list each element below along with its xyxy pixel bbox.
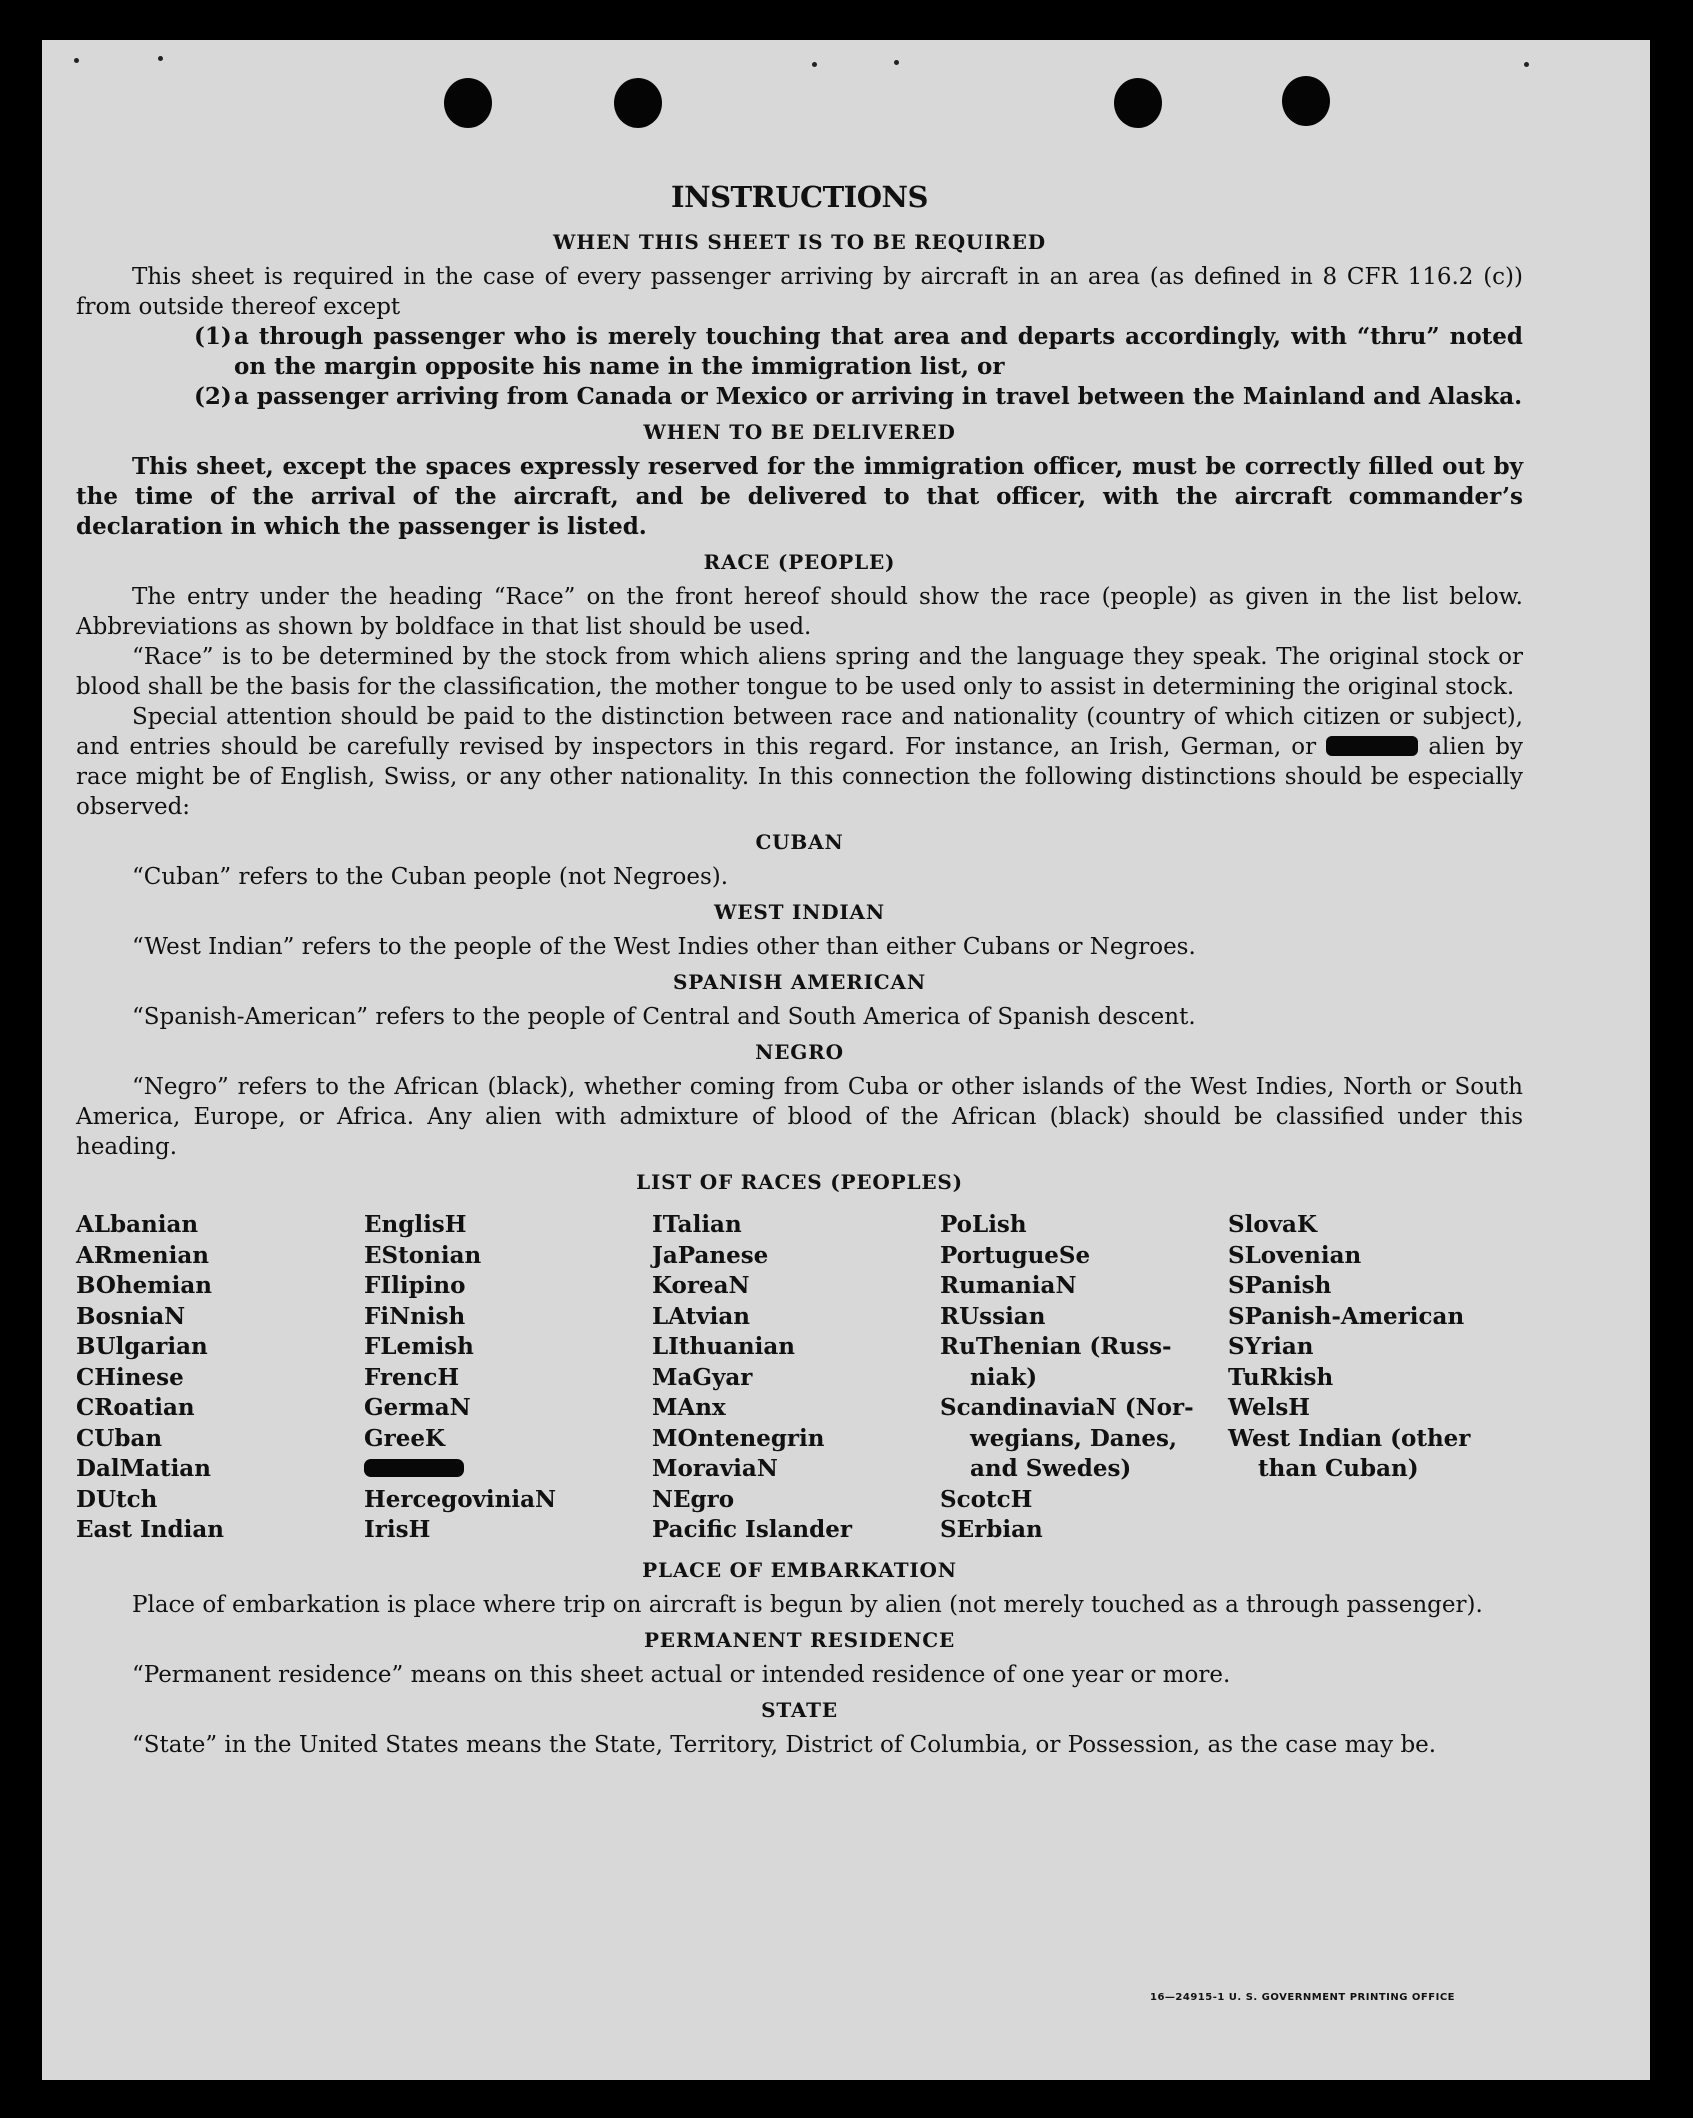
list-item: EStonian (364, 1241, 482, 1269)
speck (1524, 62, 1529, 67)
speck (158, 56, 163, 61)
list-item: LAtvian (652, 1302, 750, 1330)
list-item: SPanish (1228, 1272, 1332, 1299)
state-text: “State” in the United States means the State, Territory, District of Columbia, or Possession, as the case may be. (132, 1731, 1437, 1758)
list-item: Pacific Islander (652, 1516, 852, 1543)
section-heading-delivered: WHEN TO BE DELIVERED (643, 420, 956, 444)
list-item: DUtch (76, 1485, 158, 1513)
list-item: ScotcH (940, 1485, 1033, 1513)
list-item: KoreaN (652, 1272, 750, 1299)
list-item: GermaN (364, 1394, 471, 1421)
list-item: CRoatian (76, 1394, 195, 1421)
list-item: EnglisH (364, 1211, 467, 1238)
document-page (42, 40, 1650, 2080)
section-heading-cuban: CUBAN (755, 830, 844, 854)
embarkation-text: Place of embarkation is place where trip on aircraft is begun by alien (not merely touched as a through passenger). (132, 1591, 1483, 1618)
races-column-4 (940, 1210, 1228, 1546)
residence-text: “Permanent residence” means on this sheet actual or intended residence of one year or more. (132, 1661, 1231, 1688)
redaction-mark (364, 1459, 464, 1477)
punch-hole (614, 78, 662, 128)
race-paragraph-1: The entry under the heading “Race” on the front hereof should show the race (people) as given in the list below. Abbreviations as shown by boldface in that list should be used. (76, 584, 1523, 640)
list-item: ALbanian (76, 1211, 199, 1238)
list-item: GreeK (364, 1424, 446, 1452)
races-column-5 (1228, 1210, 1528, 1546)
list-item: than Cuban) (1258, 1455, 1419, 1482)
list-item: PoLish (940, 1211, 1027, 1238)
list-item: SLovenian (1228, 1241, 1362, 1269)
list-item: RuThenian (Russ- (940, 1333, 1172, 1360)
item-text: a passenger arriving from Canada or Mexico or arriving in travel between the Mainland and Alaska. (234, 383, 1523, 410)
list-item: FiNnish (364, 1302, 466, 1330)
list-item: CHinese (76, 1363, 184, 1391)
spanish-american-text: “Spanish-American” refers to the people of Central and South America of Spanish descent. (132, 1004, 1196, 1030)
speck (812, 62, 817, 67)
list-item: MoraviaN (652, 1455, 778, 1482)
list-item: WelsH (1228, 1394, 1311, 1421)
list-item: TuRkish (1228, 1363, 1334, 1391)
instructions-content (76, 180, 1523, 1760)
punch-hole (1114, 78, 1162, 128)
list-item: BosniaN (76, 1302, 186, 1330)
page-title: INSTRUCTIONS (671, 180, 928, 214)
list-item: SPanish-American (1228, 1302, 1465, 1330)
race-paragraph-3-end: alien by race might be of English, Swiss, or any other nationality. In this connection the following distinctions should be especially observed: (76, 734, 1523, 820)
list-item: and Swedes) (970, 1455, 1132, 1482)
races-list (76, 1210, 1523, 1546)
list-item: niak) (970, 1363, 1038, 1391)
list-item: MAnx (652, 1394, 726, 1421)
delivered-text: This sheet, except the spaces expressly reserved for the immigration officer, must be correctly filled out by the time of the arrival of the aircraft, and be delivered to that officer, with the aircraft commander’s declaration in which the passenger is listed. (76, 453, 1523, 540)
list-item: RUssian (940, 1302, 1046, 1330)
list-item: ARmenian (76, 1241, 210, 1269)
item-number: (1) (194, 323, 232, 350)
list-item: HercegoviniaN (364, 1485, 557, 1513)
list-item: wegians, Danes, (970, 1424, 1177, 1452)
section-heading-spanish-american: SPANISH AMERICAN (673, 970, 926, 994)
list-item: MOntenegrin (652, 1424, 825, 1452)
negro-text: “Negro” refers to the African (black), whether coming from Cuba or other islands of the West Indies, North or South America, Europe, or Africa. Any alien with admixture of blood of the African (black) should be classified under this heading. (76, 1074, 1523, 1160)
list-item: CUban (76, 1424, 163, 1452)
section-heading-embarkation: PLACE OF EMBARKATION (642, 1557, 957, 1582)
section-heading-list-of-races: LIST OF RACES (PEOPLES) (636, 1170, 963, 1194)
list-item: SErbian (940, 1516, 1043, 1543)
item-text: a through passenger who is merely touching that area and departs accordingly, with “thru” noted on the margin opposite his name in the immigration list, or (234, 323, 1523, 380)
list-item: LIthuanian (652, 1333, 795, 1360)
list-item: ScandinaviaN (Nor- (940, 1394, 1194, 1421)
list-item: BUlgarian (76, 1333, 208, 1360)
speck (74, 58, 79, 63)
list-item: PortugueSe (940, 1241, 1091, 1269)
list-item: FrencH (364, 1363, 460, 1391)
race-paragraph-3-start: Special attention should be paid to the distinction between race and nationality (country of which citizen or subject), and entries should be carefully revised by inspectors in this regard. For instance, an Irish, German, or (76, 704, 1523, 760)
race-paragraph-2: “Race” is to be determined by the stock from which aliens spring and the language they speak. The original stock or blood shall be the basis for the classification, the mother tongue to be used only to assist in determining the original stock. (76, 644, 1523, 700)
list-item: NEgro (652, 1485, 735, 1513)
list-item: East Indian (76, 1516, 224, 1543)
section-heading-required: WHEN THIS SHEET IS TO BE REQUIRED (553, 230, 1046, 254)
redaction-mark (1326, 736, 1418, 756)
exceptions-list (194, 322, 1523, 412)
races-column-3 (652, 1210, 940, 1546)
list-item: SYrian (1228, 1333, 1314, 1360)
list-item: FLemish (364, 1333, 474, 1360)
list-item: ITalian (652, 1211, 742, 1238)
list-item: MaGyar (652, 1363, 753, 1391)
print-code: 16—24915-1 U. S. GOVERNMENT PRINTING OFFICE (1150, 1992, 1455, 2003)
list-item (194, 382, 1523, 412)
list-item: BOhemian (76, 1272, 212, 1299)
list-item: SlovaK (1228, 1211, 1317, 1238)
list-item: RumaniaN (940, 1272, 1077, 1299)
punch-hole (444, 78, 492, 128)
west-indian-text: “West Indian” refers to the people of the West Indies other than either Cubans or Negroes. (132, 934, 1196, 960)
list-item: IrisH (364, 1516, 431, 1543)
list-item: DalMatian (76, 1455, 211, 1482)
speck (894, 60, 899, 65)
list-item: FIlipino (364, 1272, 466, 1299)
section-heading-race: RACE (PEOPLE) (703, 550, 896, 574)
section-heading-state: STATE (761, 1697, 838, 1722)
races-column-2 (364, 1210, 652, 1546)
list-item: JaPanese (652, 1241, 769, 1269)
cuban-text: “Cuban” refers to the Cuban people (not Negroes). (132, 864, 729, 890)
section-heading-west-indian: WEST INDIAN (714, 900, 885, 924)
list-item (364, 1454, 652, 1485)
item-number: (2) (194, 383, 232, 410)
punch-hole (1282, 76, 1330, 126)
section-heading-negro: NEGRO (755, 1040, 844, 1064)
list-item: West Indian (other (1228, 1424, 1471, 1452)
required-intro: This sheet is required in the case of every passenger arriving by aircraft in an area (as defined in 8 CFR 116.2 (c)) from outside thereof except (76, 264, 1523, 320)
race-paragraph-3 (76, 702, 1523, 822)
list-item (194, 322, 1523, 382)
section-heading-residence: PERMANENT RESIDENCE (643, 1627, 956, 1652)
races-column-1 (76, 1210, 364, 1546)
